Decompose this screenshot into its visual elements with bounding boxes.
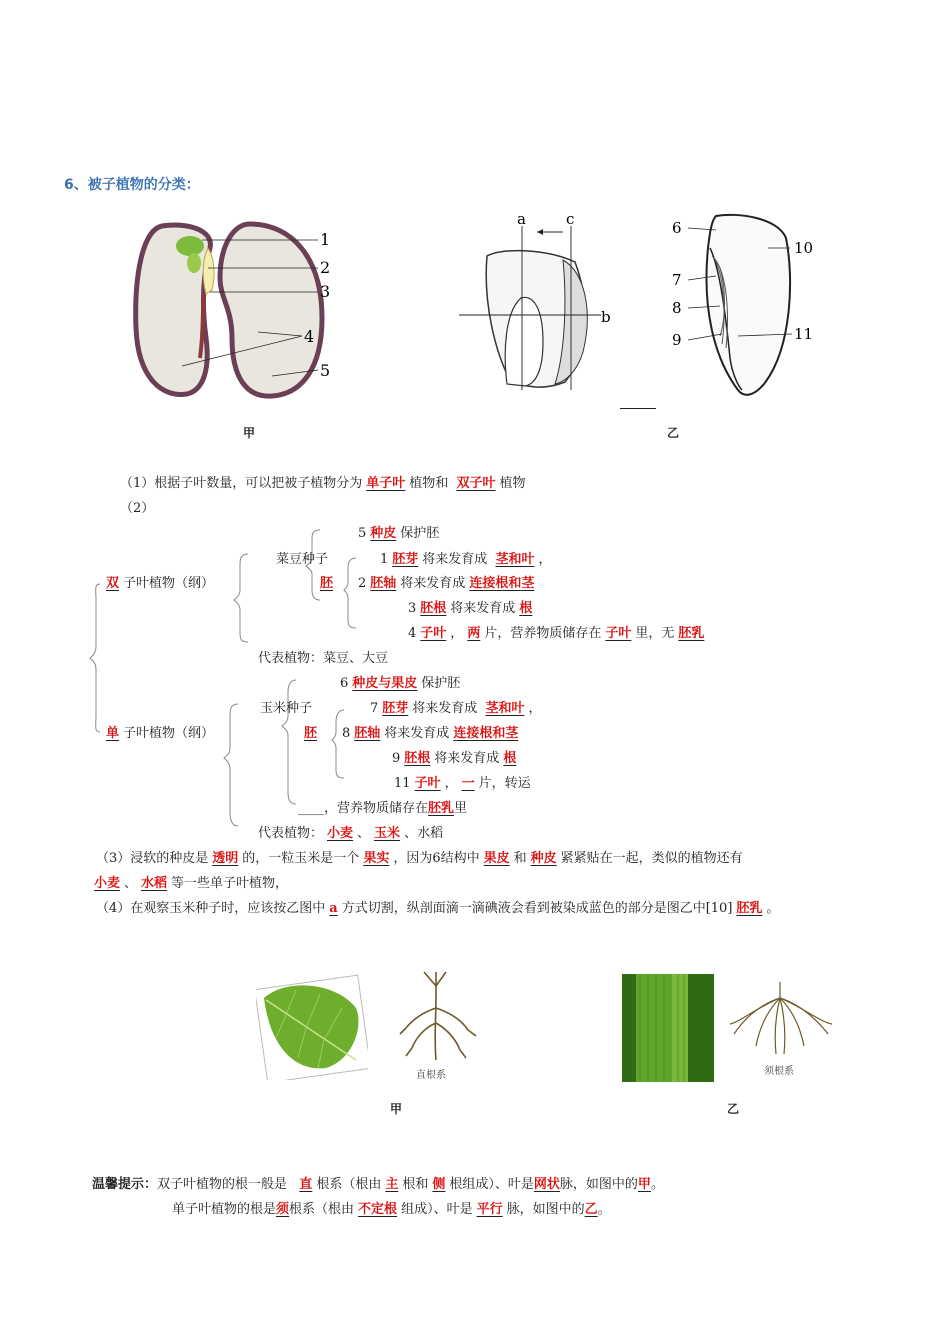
tip-line-1: 温馨提示：双子叶植物的根一般是 直 根系（根由 主 根和 侧 根组成）、叶是网状脉，如图中的甲。	[92, 1177, 664, 1192]
fig2-caption-left: 甲	[390, 1102, 403, 1116]
bean-label-4: 4	[304, 327, 315, 346]
monocot-leaf-image	[622, 974, 714, 1082]
corn-label-8: 8	[672, 299, 682, 317]
dicot-row-3: 3 胚根 将来发育成 根	[408, 601, 533, 616]
corn-seed-cut-diagram	[455, 212, 620, 402]
corn-label-9: 9	[672, 331, 682, 349]
monocot-row-7: 7 胚芽 将来发育成 茎和叶 ，	[370, 701, 542, 716]
tap-root-label: 直根系	[416, 1070, 446, 1081]
tip-line-2: 单子叶植物的根是须根系（根由 不定根 组成）、叶是 平行 脉，如图中的乙。	[172, 1202, 611, 1217]
monocot-embryo-label: 胚	[304, 726, 318, 741]
answer-dicot-prefix: 双	[106, 576, 120, 591]
dicot-row-4: 4 子叶 ， 两 片，营养物质储存在 子叶 里，无 胚乳	[408, 626, 705, 641]
question-2-label: （2）	[120, 501, 155, 516]
underline-mark	[620, 408, 656, 409]
bean-seed-label: 菜豆种子	[276, 552, 329, 567]
section-heading: 6、被子植物的分类：	[64, 177, 200, 193]
question-1: （1）根据子叶数量，可以把被子植物分为 单子叶 植物和 双子叶 植物	[120, 476, 526, 491]
bean-label-1: 1	[320, 230, 331, 249]
bean-label-5: 5	[320, 361, 331, 380]
bean-seed-diagram	[132, 218, 342, 403]
corn-seed-section-diagram	[668, 208, 828, 404]
fig2-caption-right: 乙	[727, 1102, 740, 1116]
monocot-storage: ____，营养物质储存在胚乳里	[298, 801, 468, 816]
answer-monocot-prefix: 单	[106, 726, 120, 741]
monocot-representatives: 代表植物： 小麦 、 玉米 、水稻	[258, 826, 444, 841]
dicot-row-2: 2 胚轴 将来发育成 连接根和茎	[358, 576, 535, 591]
bean-label-2: 2	[320, 258, 331, 277]
corn-label-6: 6	[672, 219, 682, 237]
dicot-row-1: 1 胚芽 将来发育成 茎和叶 ，	[380, 552, 552, 567]
question-3-line-2: 小麦 、 水稻 等一些单子叶植物，	[94, 876, 289, 891]
bean-label-3: 3	[320, 282, 331, 301]
corn-label-10: 10	[794, 239, 814, 257]
monocot-row-8: 8 胚轴 将来发育成 连接根和茎	[342, 726, 519, 741]
corn-label-11: 11	[794, 325, 814, 343]
dicot-row-5: 5 种皮 保护胚	[358, 526, 440, 541]
monocot-class-title: 单 子叶植物（纲）	[102, 722, 214, 741]
question-3-line-1: （3）浸软的种皮是 透明 的，一粒玉米是一个 果实 ，因为6结构中 果皮 和 种皮 紧紧贴在一起，类似的植物还有	[96, 851, 743, 866]
dicot-embryo-label: 胚	[320, 576, 334, 591]
corn-axis-label-c: c	[566, 212, 575, 228]
answer-dicot: 双子叶	[456, 476, 496, 491]
monocot-row-9: 9 胚根 将来发育成 根	[392, 751, 517, 766]
fibrous-root-image	[722, 974, 840, 1080]
corn-axis-label-a: a	[517, 212, 526, 228]
question-4: （4）在观察玉米种子时，应该按乙图中 a 方式切割，纵剖面滴一滴碘液会看到被染成蓝色的部分是图乙中[10] 胚乳 。	[96, 901, 780, 916]
corn-seed-label: 玉米种子	[260, 701, 313, 716]
fig1-caption-left: 甲	[243, 426, 256, 440]
corn-axis-label-b: b	[601, 308, 611, 326]
dicot-leaf-image	[256, 968, 368, 1080]
dicot-class-title: 双 子叶植物（纲）	[102, 572, 214, 591]
tap-root-image	[384, 968, 488, 1084]
monocot-row-11: 11 子叶 ， 一 片，转运	[394, 776, 531, 791]
corn-label-7: 7	[672, 271, 682, 289]
fibrous-root-label: 须根系	[764, 1066, 794, 1077]
fig1-caption-right: 乙	[667, 426, 680, 440]
monocot-row-6: 6 种皮与果皮 保护胚	[340, 676, 461, 691]
dicot-representatives: 代表植物：菜豆、大豆	[258, 651, 389, 666]
classification-braces	[88, 520, 358, 840]
answer-monocot: 单子叶	[366, 476, 406, 491]
tip-label: 温馨提示：	[92, 1177, 158, 1192]
